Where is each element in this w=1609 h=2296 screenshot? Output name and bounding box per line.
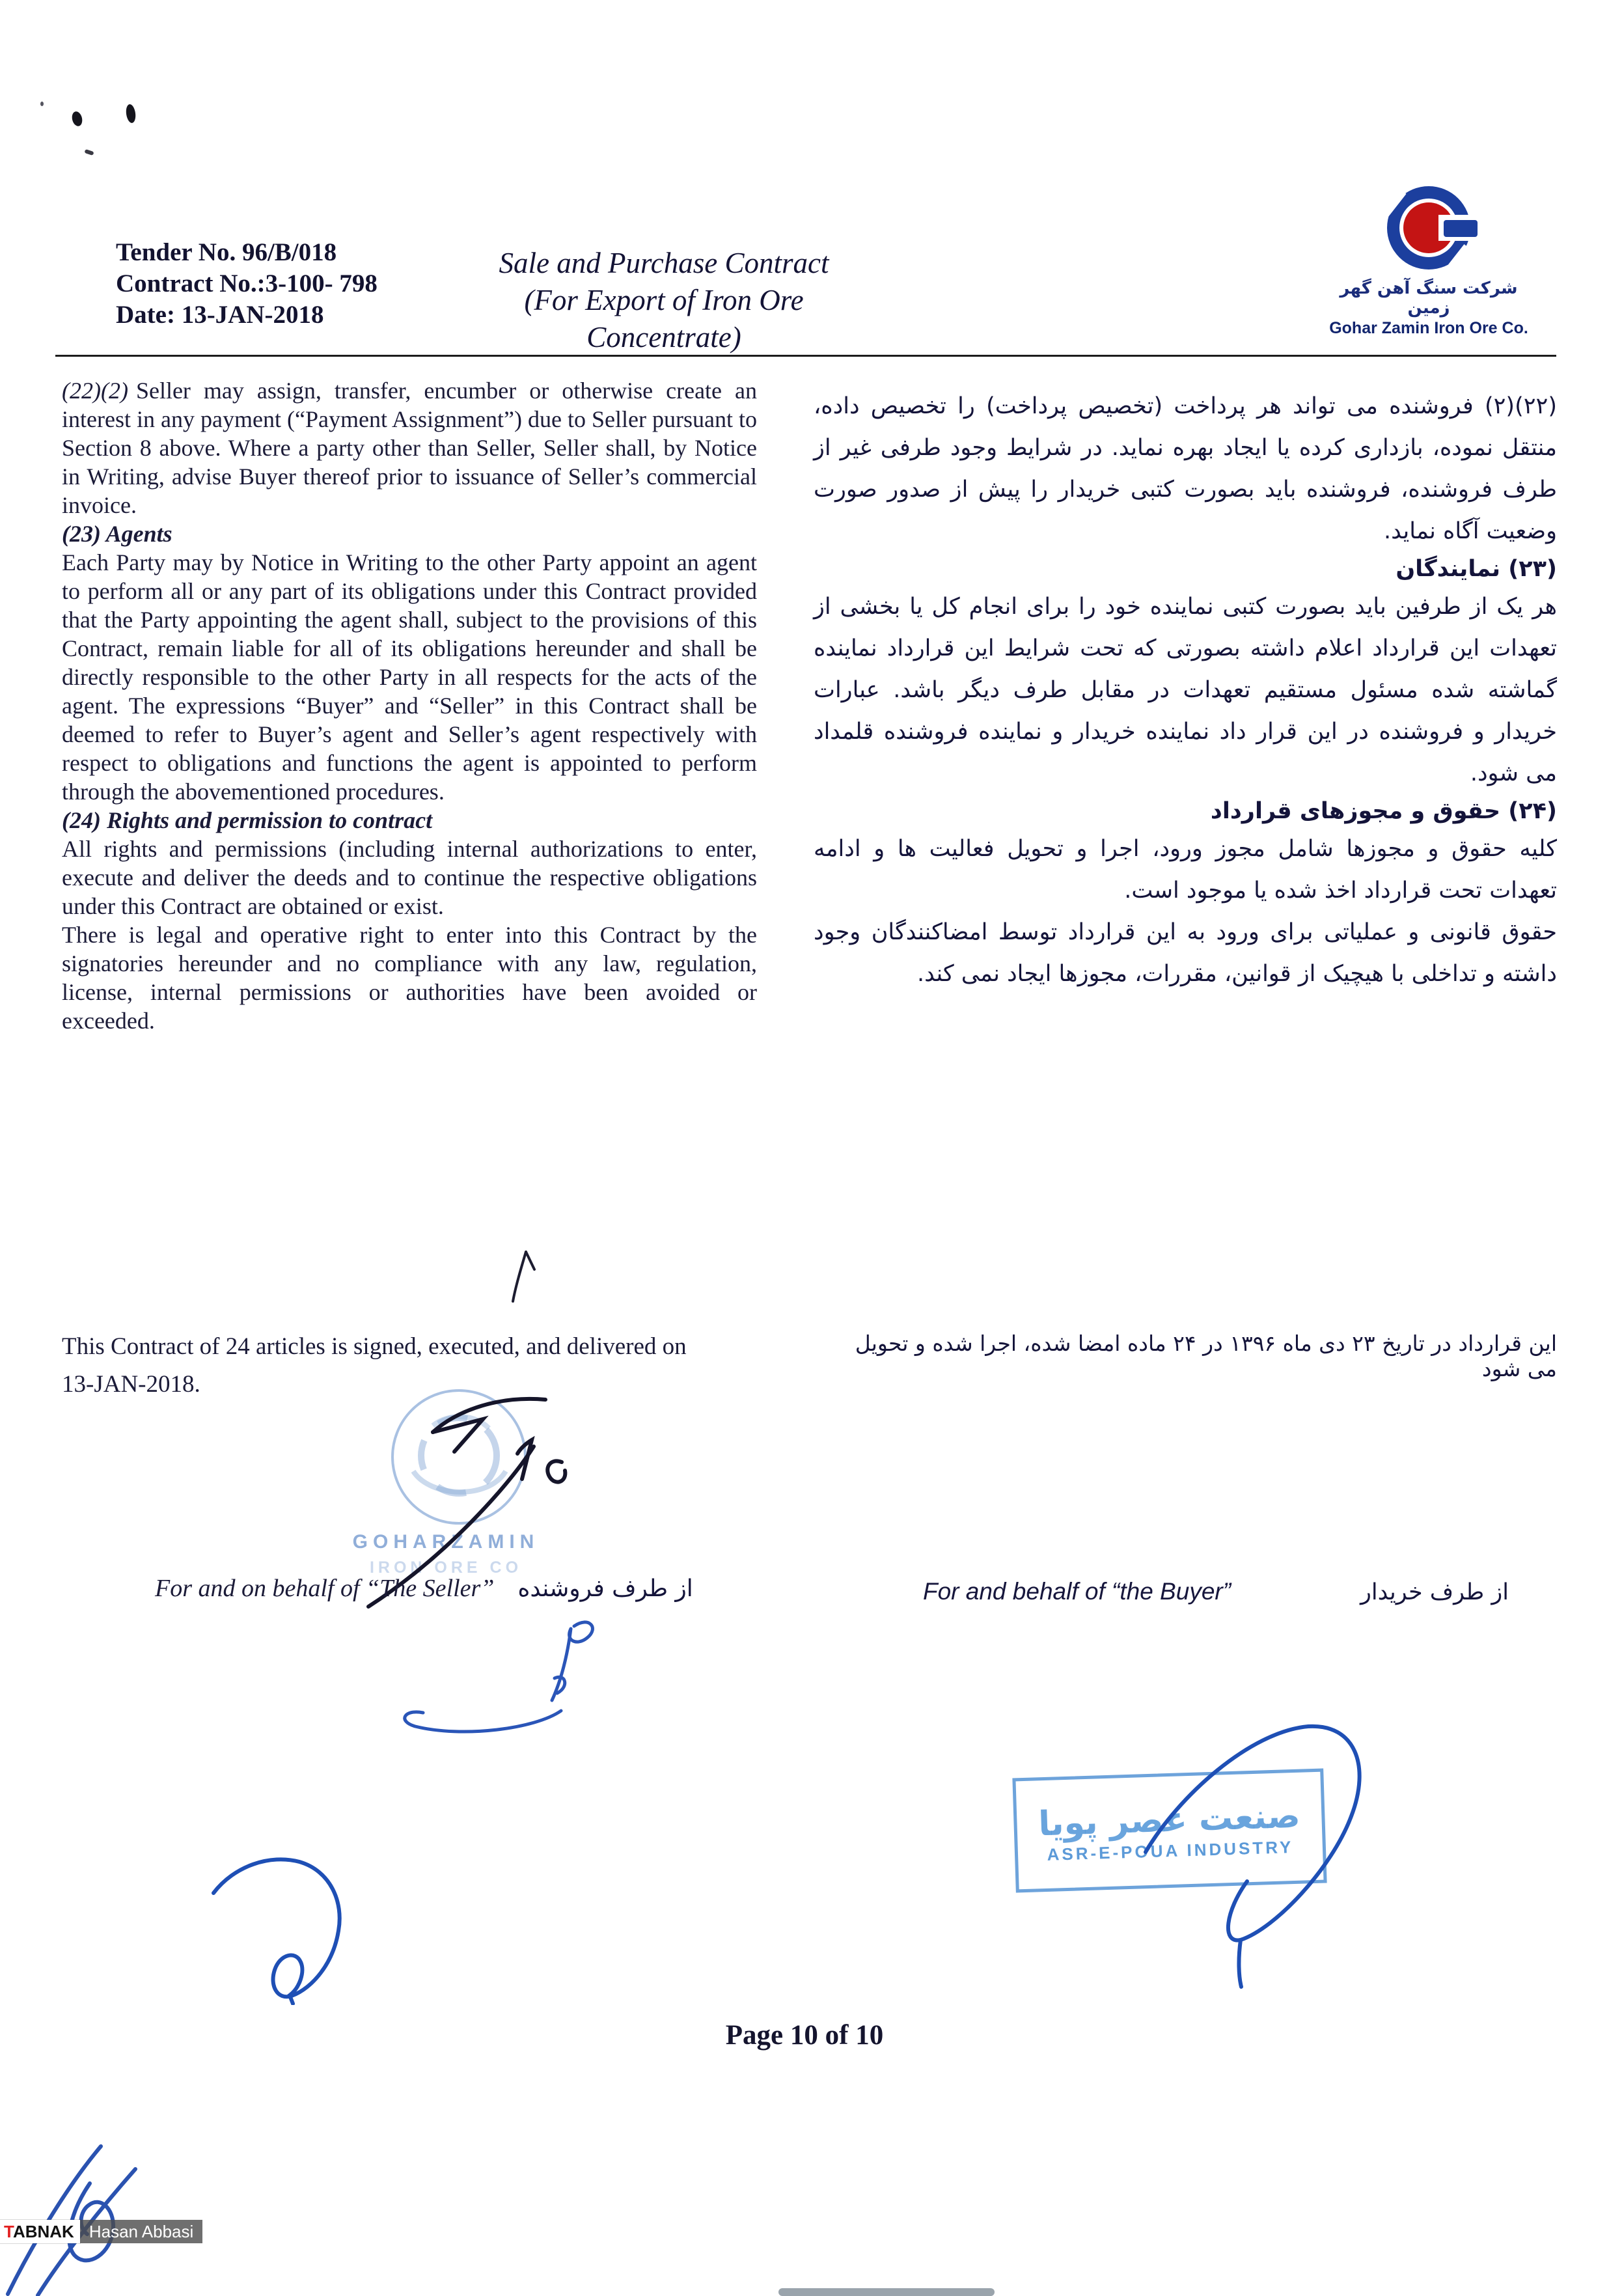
corner-pen-scribble <box>0 2123 163 2296</box>
watermark-author: Hasan Abbasi <box>80 2220 202 2243</box>
company-name-farsi: شرکت سنگ آهن گهر زمین <box>1340 279 1518 318</box>
tender-number: Tender No. 96/B/018 <box>116 238 337 266</box>
buyer-stamp-text-fa: صنعت عصر پویا <box>1038 1796 1301 1844</box>
document-reference-block <box>116 237 378 331</box>
seller-signature-label-row <box>155 1574 693 1603</box>
article-24-text2-fa: حقوق قانونی و عملیاتی برای ورود به این قرارداد توسط امضاکنندگان وجود داشته و تداخلی با هیچیک از قوانین، مقررات، مجوزها ایجاد نمی کند. <box>814 919 1557 987</box>
article-24-text2-en: There is legal and operative right to enter into this Contract by the signatories hereunder and no compliance with any law, regulation, license, internal permissions or authorities have been avoided or exceeded. <box>62 922 757 1034</box>
signing-statement-line2: 13-JAN-2018. <box>62 1371 200 1398</box>
article-23-text-fa: هر یک از طرفین باید بصورت کتبی نماینده خود را برای انجام کل یا بخشی از تعهدات این قرارداد اعلام داشته بصورتی که تحت شرایط این قرارداد نماینده گماشته شده مسئول مستقیم تعهدات در مقابل طرف دیگر باشد. عبارات خریدار و فروشنده در این قرار داد نماینده خریدار و نماینده فروشنده قلمداد می شود. <box>814 594 1557 786</box>
header-divider <box>55 355 1556 357</box>
company-name-english: Gohar Zamin Iron Ore Co. <box>1329 319 1528 337</box>
ink-speck <box>40 102 44 106</box>
seller-label-fa: از طرف فروشنده <box>517 1575 693 1602</box>
ink-speck <box>70 111 83 128</box>
circular-scribble <box>195 1842 358 2005</box>
seller-signature-blue <box>384 1601 599 1758</box>
company-logo-block <box>1320 184 1537 338</box>
article-22-2-fa: (۲۲)(۲) فروشنده می تواند هر پرداخت (تخصیص پرداخت) را تخصیص داده، منتقل نموده، بازداری کرده یا ایجاد بهره نماید. در شرایط وجود طرفی غیر از طرف فروشنده، فروشنده باید بصورت کتبی خریدار را پیش از صدور صورت وضعیت آگاه نماید. <box>814 393 1557 544</box>
buyer-label-fa: از طرف خریدار <box>1360 1579 1509 1605</box>
buyer-label-en: For and behalf of “the Buyer” <box>923 1578 1231 1605</box>
page-number: Page 10 of 10 <box>725 2020 884 2051</box>
article-23-text-en: Each Party may by Notice in Writing to the other Party appoint an agent to perform all or any part of its obligations under this Contract provided that the Party appointing the agent shall, subject to the provisions of this Contract, remain liable for all of its obligations hereunder and shall be directly responsible to the other Party in all respects for the acts of the agent. The expressions “Buyer” and “Seller” in this Contract shall be deemed to refer to Buyer’s agent and Seller’s agent respectively with respect to obligations and functions the agent is appointed to perform through the abovementioned procedures. <box>62 549 757 805</box>
title-line-2: (For Export of Iron Ore Concentrate) <box>524 284 804 353</box>
ink-speck <box>84 149 94 156</box>
article-23-heading-en: (23) Agents <box>62 521 172 547</box>
signing-statement-line1: This Contract of 24 articles is signed, executed, and delivered on <box>62 1333 687 1360</box>
watermark <box>0 2220 202 2243</box>
article-24-text1-en: All rights and permissions (including internal authorizations to enter, execute and deliver the deeds and to continue the respective obligations under this Contract are obtained or exist. <box>62 836 757 919</box>
article-22-2-en <box>62 376 757 519</box>
article-24-heading-fa: (۲۴) حقوق و مجوزهای قرارداد <box>1210 798 1557 824</box>
article-22-2-label: (22)(2) <box>62 378 128 404</box>
document-title <box>475 245 853 356</box>
buyer-signature <box>1100 1686 1399 1999</box>
bottom-gray-bar <box>778 2288 995 2296</box>
article-22-2-text: Seller may assign, transfer, encumber or otherwise create an interest in any payment (“Payment Assignment”) due to Seller pursuant to Section 8 above. Where a party other than Seller, Seller shall, by Notice in Writing, advise Buyer thereof prior to issuance of Seller’s commercial invoice. <box>62 378 757 518</box>
english-articles-column <box>62 376 757 1035</box>
article-24-text1-fa: کلیه حقوق و مجوزها شامل مجوز ورود، اجرا و تحویل فعالیت ها و ادامه تعهدات تحت قرارداد اخذ شده یا موجود است. <box>814 836 1557 904</box>
seller-stamp-text-2: IRON ORE CO <box>369 1558 523 1577</box>
contract-date: Date: 13-JAN-2018 <box>116 301 324 329</box>
article-24-heading-en: (24) Rights and permission to contract <box>62 807 433 833</box>
farsi-articles-column <box>814 385 1557 995</box>
seller-stamp-text: GOHARZAMIN <box>352 1531 540 1553</box>
article-23-heading-fa: (۲۳) نمایندگان <box>1396 556 1557 582</box>
watermark-brand: TABNAK <box>0 2220 80 2243</box>
ink-speck <box>125 104 137 124</box>
signing-statement-fa: این قرارداد در تاریخ ۲۳ دی ماه ۱۳۹۶ در ۲۴ ماده امضا شده، اجرا شده و تحویل می شود <box>855 1331 1557 1381</box>
title-line-1: Sale and Purchase Contract <box>499 247 829 279</box>
buyer-stamp-text-en: ASR-E-POUA INDUSTRY <box>1047 1836 1294 1864</box>
buyer-signature-label-row <box>923 1578 1509 1605</box>
pen-tick-mark <box>501 1247 547 1305</box>
gohar-zamin-logo-icon <box>1376 184 1481 275</box>
contract-number: Contract No.:3-100- 798 <box>116 270 378 297</box>
seller-label-en: For and on behalf of “The Seller” <box>155 1575 495 1602</box>
